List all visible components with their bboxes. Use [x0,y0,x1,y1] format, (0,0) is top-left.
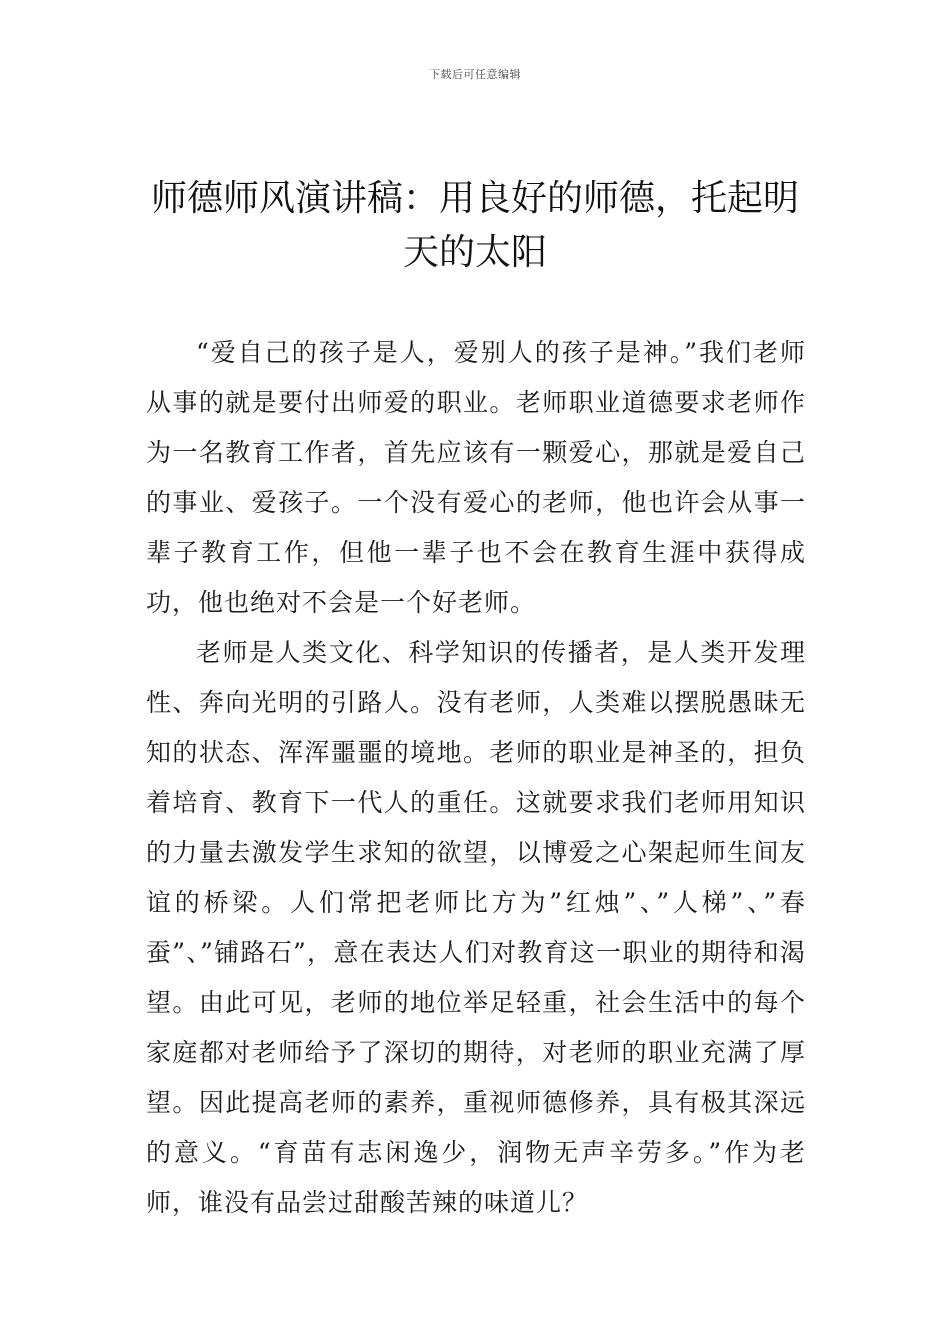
header-note: 下载后可任意编辑 [429,68,521,81]
paragraph: 老师是人类文化、科学知识的传播者，是人类开发理性、奔向光明的引路人。没有老师，人类难以摆脱愚昧无知的状态、浑浑噩噩的境地。老师的职业是神圣的，担负着培育、教育下一代人的重任。这就要求我们老师用知识的力量去激发学生求知的欲望，以博爱之心架起师生间友谊的桥梁。人们常把老师比方为”红烛”、”人梯”、”春蚕”、”铺路石”，意在表达人们对教育这一职业的期待和渴望。由此可见，老师的地位举足轻重，社会生活中的每个家庭都对老师给予了深切的期待，对老师的职业充满了厚望。因此提高老师的素养，重视师德修养，具有极其深远的意义。“育苗有志闲逸少，润物无声辛劳多。”作为老师，谁没有品尝过甜酸苦辣的味道儿？ [146,638,806,1217]
document-title: 师德师风演讲稿：用良好的师德，托起明天的太阳 [150,178,799,273]
document-body [146,328,806,1228]
paragraph: “爱自己的孩子是人，爱别人的孩子是神。”我们老师从事的就是要付出师爱的职业。老师职业道德要求老师作为一名教育工作者，首先应该有一颗爱心，那就是爱自己的事业、爱孩子。一个没有爱心的老师，他也许会从事一辈子教育工作，但他一辈子也不会在教育生涯中获得成功，他也绝对不会是一个好老师。 [146,338,806,617]
